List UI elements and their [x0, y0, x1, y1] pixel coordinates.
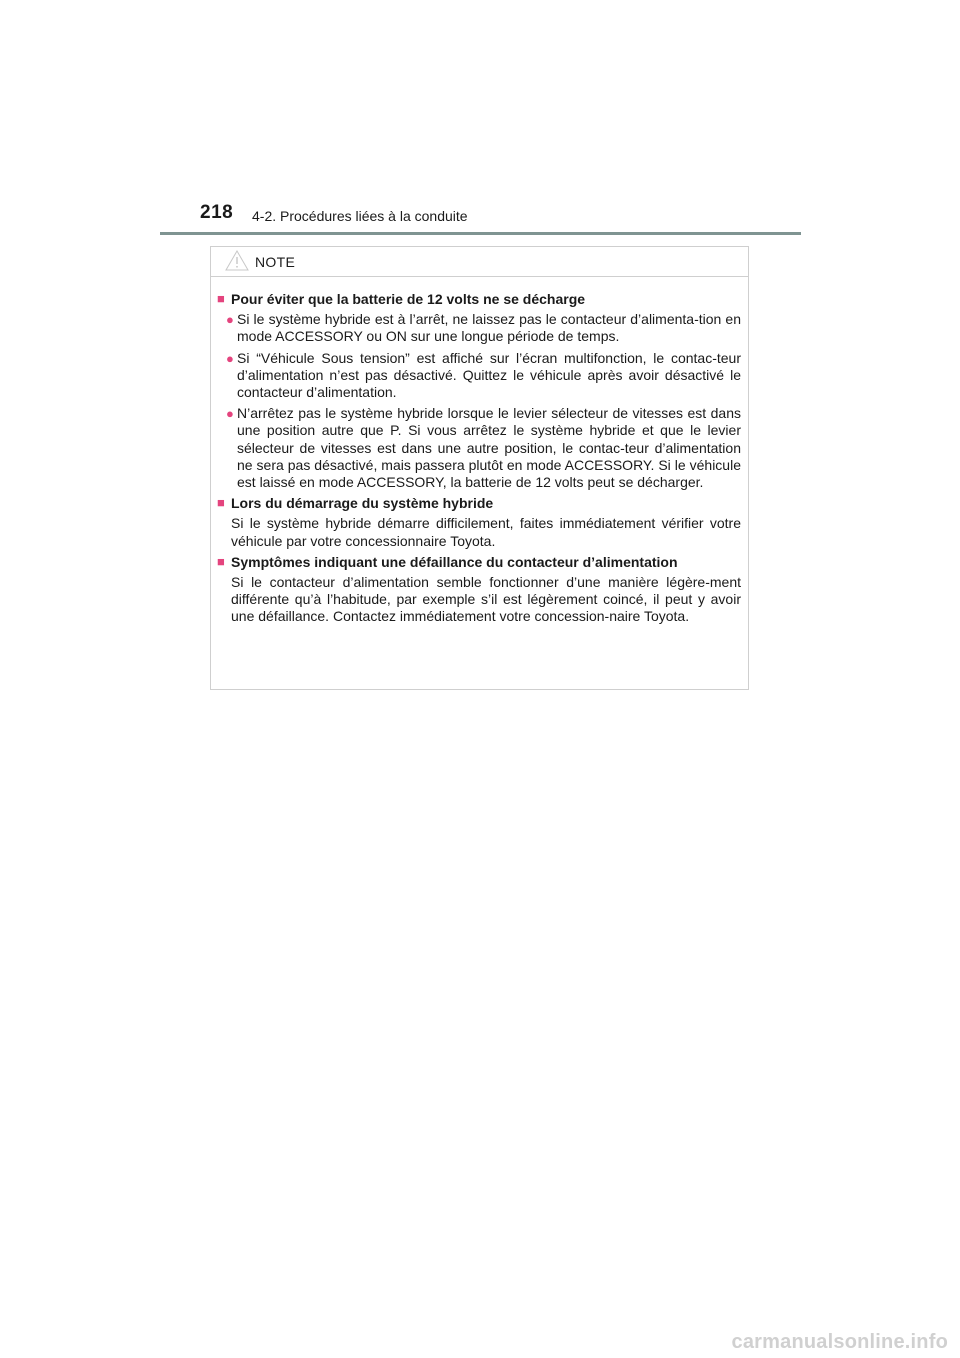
section-paragraph: Si le contacteur d’alimentation semble fonctionner d’une manière légère-ment différente qu’à l’habitude, par exemple s’il est légèrement coincé, il peut y avoir une défaillance. Contactez immédiatement votre concession-naire Toyota. — [231, 574, 741, 625]
section-title: 4-2. Procédures liées à la conduite — [252, 208, 468, 224]
note-section — [217, 495, 741, 550]
list-item-text: Si le système hybride est à l’arrêt, ne laissez pas le contacteur d’alimenta-tion en mode ACCESSORY ou ON sur une longue période de temps. — [237, 311, 741, 345]
note-label: NOTE — [255, 254, 296, 270]
section-heading-text: Symptômes indiquant une défaillance du contacteur d’alimentation — [231, 553, 678, 570]
circle-bullet-icon: ● — [226, 312, 234, 328]
square-bullet-icon: ■ — [217, 553, 225, 569]
section-heading — [217, 291, 741, 308]
list-item — [217, 311, 741, 345]
note-box — [210, 246, 749, 690]
list-item — [217, 350, 741, 402]
list-item — [217, 405, 741, 491]
section-heading-text: Lors du démarrage du système hybride — [231, 495, 494, 512]
circle-bullet-icon: ● — [226, 350, 234, 366]
section-heading — [217, 554, 741, 571]
square-bullet-icon: ■ — [217, 291, 225, 306]
square-bullet-icon: ■ — [217, 495, 225, 511]
header-rule — [160, 232, 801, 235]
section-heading-text: Pour éviter que la batterie de 12 volts ne se décharge — [231, 291, 586, 307]
list-item-text: N’arrêtez pas le système hybride lorsque le levier sélecteur de vitesses est dans une position autre que P. Si vous arrêtez le système hybride et que le levier sélecteur de vitesses est dans une autre position, le contac-teur d’alimentation ne sera pas désactivé, mais passera plutôt en mode ACCESSORY. Si le véhicule est laissé en mode ACCESSORY, la batterie de 12 volts peut se décharger. — [237, 405, 741, 491]
note-body — [211, 277, 748, 626]
page-number: 218 — [200, 202, 234, 223]
watermark: carmanualsonline.info — [731, 1331, 948, 1353]
note-section — [217, 291, 741, 491]
section-paragraph: Si le système hybride démarre difficilement, faites immédiatement vérifier votre véhicule par votre concessionnaire Toyota. — [231, 515, 741, 549]
section-heading — [217, 495, 741, 512]
list-item-text: Si “Véhicule Sous tension” est affiché sur l’écran multifonction, le contac-teur d’alimentation n’est pas désactivé. Quittez le véhicule après avoir désactivé le contacteur d’alimentation. — [237, 349, 741, 401]
note-section — [217, 554, 741, 626]
note-header — [211, 247, 748, 277]
warning-triangle-icon — [225, 250, 249, 271]
circle-bullet-icon: ● — [226, 406, 234, 422]
